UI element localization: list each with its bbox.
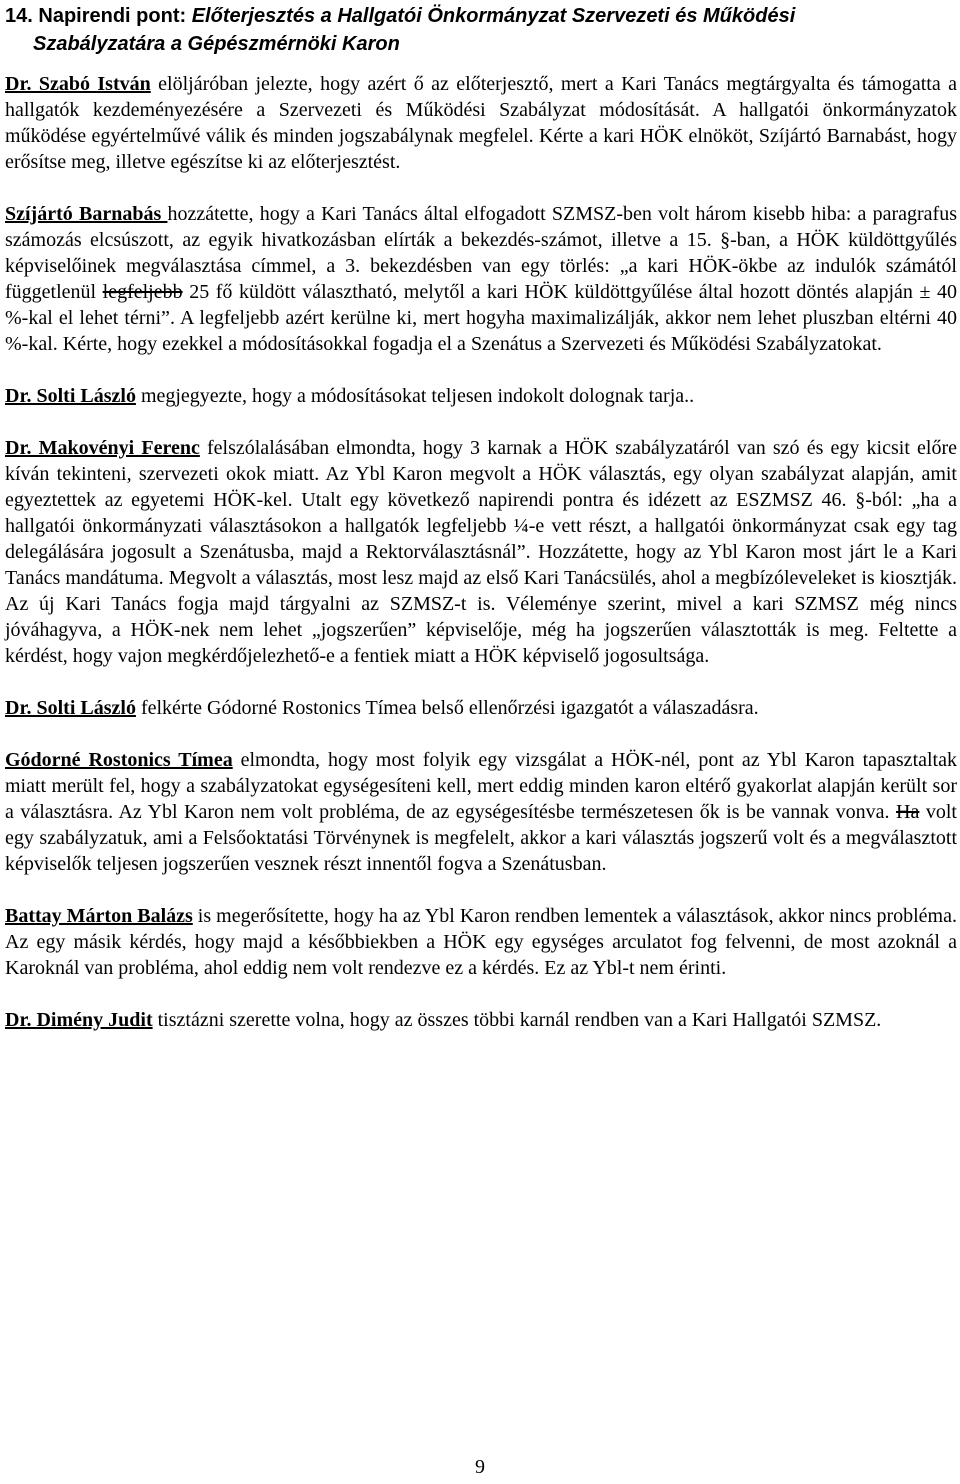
paragraph-solti-1 xyxy=(5,383,957,409)
paragraph-szijarto xyxy=(5,201,957,357)
paragraph-battay xyxy=(5,903,957,981)
document-body xyxy=(5,2,957,1059)
paragraph-solti-2 xyxy=(5,695,957,721)
heading-label: Napirendi pont: xyxy=(38,5,187,27)
speaker-name: Dr. Makovényi Ferenc xyxy=(5,437,200,459)
paragraph-text: hozzátette, hogy a Kari Tanács által elfogadott SZMSZ-ben volt három kisebb hiba: a paragrafus számozás elcsúszott, az egyik hivatkozásban elírták a bekezdés-számot, illetve a 15. §-ban, a HÖK küldöttgyűlés képviselőinek megválasztása címmel, a 3. bekezdésben van egy törlés: „a kari HÖK-ökbe az indulók számától függetlenül xyxy=(5,203,957,303)
paragraph-makovenyi xyxy=(5,435,957,669)
speaker-name: Dr. Szabó István xyxy=(5,73,151,95)
page-number: 9 xyxy=(475,1456,485,1478)
agenda-heading xyxy=(5,2,957,58)
paragraph-godorne xyxy=(5,747,957,877)
speaker-name: Dr. Solti László xyxy=(5,385,136,407)
heading-title-line-1: Előterjesztés a Hallgatói Önkormányzat Szervezeti és Működési xyxy=(191,5,796,27)
paragraph-text: elöljáróban jelezte, hogy azért ő az előterjesztő, mert a Kari Tanács megtárgyalta és támogatta a hallgatók kezdeményezésére a Szervezeti és Működési Szabályzat módosítását. A hallgatói önkormányzatok működése egyértelművé válik és minden jogszabálynak megfelel. Kérte a kari HÖK elnököt, Szíjártó Barnabást, hogy erősítse meg, illetve egészítse ki az előterjesztést. xyxy=(5,73,957,173)
paragraph-text: is megerősítette, hogy ha az Ybl Karon rendben lementek a választások, akkor nincs probléma. Az egy másik kérdés, hogy majd a későbbiekben a HÖK egy egységes arculatot fog felvenni, de most azoknál a Karoknál van probléma, ahol eddig nem volt rendezve ez a kérdés. Ez az Ybl-t nem érinti. xyxy=(5,905,957,979)
paragraph-text: elmondta, hogy most folyik egy vizsgálat a HÖK-nél, pont az Ybl Karon tapasztaltak miatt merült fel, hogy a szabályzatokat egységesíteni kell, mert eddig minden karon eltérő gyakorlat alapján került sor a választásra. Az Ybl Karon nem volt probléma, de az egységesítésbe természetesen ők is be vannak vonva. xyxy=(5,749,957,823)
paragraph-text: megjegyezte, hogy a módosításokat teljesen indokolt dolognak tarja.. xyxy=(135,385,695,407)
speaker-name: Dr. Dimény Judit xyxy=(5,1009,153,1031)
paragraph-text: felszólalásában elmondta, hogy 3 karnak a HÖK szabályzatáról van szó és egy kicsit előre kíván tekinteni, szervezeti okok miatt. Az Ybl Karon megvolt a HÖK választás, egy olyan szabályzat alapján, amit egyeztettek az egyetemi HÖK-kel. Utalt egy következő napirendi pontra és idézett az ESZMSZ 46. §-ból: „ha a hallgatói önkormányzati választásokon a hallgatók legfeljebb ¼-e vett részt, a hallgatói önkormányzat csak egy tag delegálására jogosult a Szenátusba, majd a Rektorválasztásnál”. Hozzátette, hogy az Ybl Karon most járt le a Kari Tanács mandátuma. Megvolt a választás, most lesz majd az első Kari Tanácsülés, ahol a megbízóleveleket is kiosztják. Az új Kari Tanács fogja majd tárgyalni az SZMSZ-t is. Véleménye szerint, mivel a kari SZMSZ még nincs jóváhagyva, a HÖK-nek nem lehet „jogszerűen” képviselője, még ha jogszerűen választották is meg. Feltette a kérdést, hogy vajon megkérdőjelezhető-e a fentiek miatt a HÖK képviselő jogosultsága. xyxy=(5,437,957,667)
heading-line-1 xyxy=(5,2,957,30)
heading-title-line-2: Szabályzatára a Gépészmérnöki Karon xyxy=(33,33,400,55)
speaker-name: Gódorné Rostonics Tímea xyxy=(5,749,233,771)
paragraph-dimeny xyxy=(5,1007,957,1033)
speaker-name: Szíjártó Barnabás xyxy=(5,203,168,225)
paragraph-text: felkérte Gódorné Rostonics Tímea belső ellenőrzési igazgatót a válaszadásra. xyxy=(135,697,759,719)
struck-word: Ha xyxy=(896,801,920,823)
paragraph-szabo xyxy=(5,71,957,175)
struck-word: legfeljebb xyxy=(102,281,183,303)
paragraph-text-continued: 25 fő küldött választható, melytől a kari HÖK küldöttgyűlése által hozott döntés alapján ± 40 %-kal el lehet térni”. A legfeljebb azért kerülne ki, mert hogyha maximalizálják, akkor nem lehet pluszban eltérni 40 %-kal. Kérte, hogy ezekkel a módosításokkal fogadja el a Szenátus a Szervezeti és Működési Szabályzatokat. xyxy=(5,281,957,355)
heading-number: 14. xyxy=(5,5,33,27)
speaker-name: Dr. Solti László xyxy=(5,697,136,719)
paragraph-text-continued: volt egy szabályzatuk, ami a Felsőoktatási Törvénynek is megfelelt, akkor a kari választás jogszerű volt és a megválasztott képviselők teljesen jogszerűen vesznek részt innentől fogva a Szenátusban. xyxy=(5,801,957,875)
speaker-name: Battay Márton Balázs xyxy=(5,905,193,927)
paragraph-text: tisztázni szerette volna, hogy az összes többi karnál rendben van a Kari Hallgatói SZMSZ. xyxy=(152,1009,882,1031)
